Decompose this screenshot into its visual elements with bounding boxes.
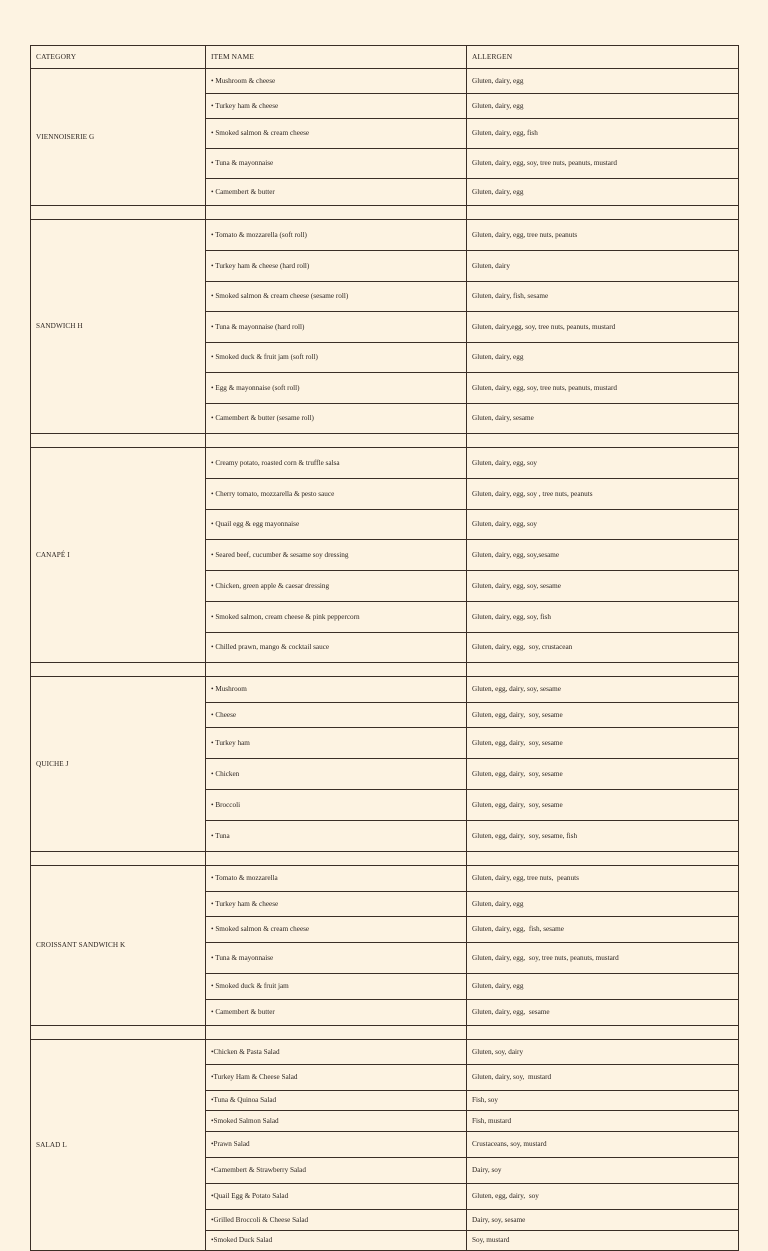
- allergen-cell: Gluten, dairy, egg, soy: [467, 510, 739, 540]
- section-spacer-cell: [31, 852, 206, 866]
- section-spacer-cell: [467, 663, 739, 677]
- item-name-cell: •Quail Egg & Potato Salad: [206, 1184, 467, 1210]
- item-name-cell: • Smoked salmon, cream cheese & pink peppercorn: [206, 602, 467, 633]
- item-name-cell: • Mushroom & cheese: [206, 69, 467, 94]
- section-spacer-cell: [467, 852, 739, 866]
- item-name-cell: •Smoked Salmon Salad: [206, 1111, 467, 1132]
- item-name-cell: • Tuna & mayonnaise (hard roll): [206, 312, 467, 343]
- allergen-cell: Gluten, dairy, fish, sesame: [467, 282, 739, 312]
- section-spacer-cell: [467, 206, 739, 220]
- section-spacer-row: [31, 434, 739, 448]
- section-spacer-row: [31, 663, 739, 677]
- table-row: [31, 866, 739, 892]
- item-name-cell: • Chicken: [206, 759, 467, 790]
- category-cell: QUICHE J: [31, 677, 206, 852]
- table-header-row: [31, 46, 739, 69]
- item-name-cell: • Smoked duck & fruit jam: [206, 974, 467, 1000]
- item-name-cell: • Mushroom: [206, 677, 467, 703]
- item-name-cell: • Creamy potato, roasted corn & truffle salsa: [206, 448, 467, 479]
- allergen-cell: Gluten, egg, dairy, soy, sesame: [467, 790, 739, 821]
- section-spacer-cell: [31, 1026, 206, 1040]
- allergen-cell: Gluten, dairy, egg: [467, 974, 739, 1000]
- section-spacer-row: [31, 852, 739, 866]
- item-name-cell: • Chicken, green apple & caesar dressing: [206, 571, 467, 602]
- allergen-cell: Gluten, dairy, egg, sesame: [467, 1000, 739, 1026]
- item-name-cell: • Turkey ham: [206, 728, 467, 759]
- allergen-cell: Gluten, egg, dairy, soy, sesame: [467, 728, 739, 759]
- item-name-cell: • Tuna: [206, 821, 467, 852]
- item-name-cell: • Smoked salmon & cream cheese: [206, 917, 467, 943]
- allergen-cell: Gluten, dairy, egg: [467, 179, 739, 206]
- allergen-cell: Gluten, dairy, egg, tree nuts, peanuts: [467, 220, 739, 251]
- item-name-cell: • Tuna & mayonnaise: [206, 149, 467, 179]
- category-cell: SANDWICH H: [31, 220, 206, 434]
- allergen-table: [30, 45, 739, 1251]
- allergen-cell: Gluten, dairy, egg: [467, 343, 739, 373]
- section-spacer-cell: [31, 434, 206, 448]
- category-cell: CROISSANT SANDWICH K: [31, 866, 206, 1026]
- category-cell: CANAPÉ I: [31, 448, 206, 663]
- allergen-cell: Gluten, dairy: [467, 251, 739, 282]
- column-header-category: CATEGORY: [31, 46, 206, 69]
- allergen-cell: Gluten, dairy, egg, soy, tree nuts, peanuts, mustard: [467, 943, 739, 974]
- item-name-cell: • Chilled prawn, mango & cocktail sauce: [206, 633, 467, 663]
- allergen-cell: Dairy, soy, sesame: [467, 1210, 739, 1231]
- item-name-cell: •Prawn Salad: [206, 1132, 467, 1158]
- item-name-cell: •Turkey Ham & Cheese Salad: [206, 1065, 467, 1091]
- section-spacer-cell: [206, 434, 467, 448]
- table-row: [31, 448, 739, 479]
- allergen-cell: Gluten, dairy, egg, soy, sesame: [467, 571, 739, 602]
- item-name-cell: • Tuna & mayonnaise: [206, 943, 467, 974]
- item-name-cell: • Egg & mayonnaise (soft roll): [206, 373, 467, 404]
- allergen-cell: Gluten, egg, dairy, soy: [467, 1184, 739, 1210]
- item-name-cell: • Quail egg & egg mayonnaise: [206, 510, 467, 540]
- allergen-cell: Gluten, dairy, egg, fish, sesame: [467, 917, 739, 943]
- item-name-cell: • Smoked duck & fruit jam (soft roll): [206, 343, 467, 373]
- column-header-item-name: ITEM NAME: [206, 46, 467, 69]
- item-name-cell: • Smoked salmon & cream cheese (sesame roll): [206, 282, 467, 312]
- allergen-cell: Gluten, egg, dairy, soy, sesame: [467, 677, 739, 703]
- table-row: [31, 677, 739, 703]
- allergen-cell: Soy, mustard: [467, 1231, 739, 1251]
- section-spacer-cell: [467, 434, 739, 448]
- allergen-cell: Gluten, egg, dairy, soy, sesame: [467, 703, 739, 728]
- item-name-cell: • Seared beef, cucumber & sesame soy dressing: [206, 540, 467, 571]
- allergen-cell: Gluten, dairy, egg, tree nuts, peanuts: [467, 866, 739, 892]
- table-row: [31, 220, 739, 251]
- allergen-cell: Gluten, egg, dairy, soy, sesame, fish: [467, 821, 739, 852]
- section-spacer-cell: [31, 663, 206, 677]
- allergen-cell: Gluten, dairy, egg, soy, tree nuts, peanuts, mustard: [467, 149, 739, 179]
- section-spacer-cell: [467, 1026, 739, 1040]
- item-name-cell: •Grilled Broccoli & Cheese Salad: [206, 1210, 467, 1231]
- allergen-cell: Gluten, dairy, sesame: [467, 404, 739, 434]
- item-name-cell: • Cheese: [206, 703, 467, 728]
- allergen-cell: Gluten, dairy, soy, mustard: [467, 1065, 739, 1091]
- table-row: [31, 69, 739, 94]
- item-name-cell: •Chicken & Pasta Salad: [206, 1040, 467, 1065]
- item-name-cell: •Tuna & Quinoa Salad: [206, 1091, 467, 1111]
- allergen-cell: Gluten, dairy, egg, fish: [467, 119, 739, 149]
- allergen-cell: Gluten, dairy,egg, soy, tree nuts, peanuts, mustard: [467, 312, 739, 343]
- item-name-cell: • Camembert & butter (sesame roll): [206, 404, 467, 434]
- item-name-cell: • Camembert & butter: [206, 1000, 467, 1026]
- allergen-cell: Gluten, dairy, egg: [467, 892, 739, 917]
- allergen-cell: Gluten, dairy, egg, soy , tree nuts, peanuts: [467, 479, 739, 510]
- section-spacer-row: [31, 206, 739, 220]
- category-cell: VIENNOISERIE G: [31, 69, 206, 206]
- allergen-cell: Gluten, dairy, egg, soy, crustacean: [467, 633, 739, 663]
- item-name-cell: • Tomato & mozzarella: [206, 866, 467, 892]
- item-name-cell: • Camembert & butter: [206, 179, 467, 206]
- allergen-cell: Gluten, dairy, egg: [467, 94, 739, 119]
- section-spacer-cell: [206, 852, 467, 866]
- allergen-cell: Gluten, dairy, egg, soy,sesame: [467, 540, 739, 571]
- allergen-cell: Gluten, egg, dairy, soy, sesame: [467, 759, 739, 790]
- allergen-cell: Crustaceans, soy, mustard: [467, 1132, 739, 1158]
- item-name-cell: • Tomato & mozzarella (soft roll): [206, 220, 467, 251]
- table-body: [31, 69, 739, 1251]
- allergen-cell: Fish, soy: [467, 1091, 739, 1111]
- allergen-cell: Gluten, dairy, egg: [467, 69, 739, 94]
- table-header: [31, 46, 739, 69]
- item-name-cell: •Camembert & Strawberry Salad: [206, 1158, 467, 1184]
- section-spacer-cell: [31, 206, 206, 220]
- section-spacer-cell: [206, 663, 467, 677]
- allergen-cell: Dairy, soy: [467, 1158, 739, 1184]
- section-spacer-cell: [206, 1026, 467, 1040]
- item-name-cell: • Smoked salmon & cream cheese: [206, 119, 467, 149]
- item-name-cell: • Broccoli: [206, 790, 467, 821]
- allergen-cell: Gluten, dairy, egg, soy: [467, 448, 739, 479]
- allergen-cell: Gluten, dairy, egg, soy, tree nuts, peanuts, mustard: [467, 373, 739, 404]
- item-name-cell: • Turkey ham & cheese: [206, 94, 467, 119]
- allergen-cell: Fish, mustard: [467, 1111, 739, 1132]
- item-name-cell: •Smoked Duck Salad: [206, 1231, 467, 1251]
- allergen-cell: Gluten, dairy, egg, soy, fish: [467, 602, 739, 633]
- category-cell: SALAD L: [31, 1040, 206, 1251]
- item-name-cell: • Turkey ham & cheese (hard roll): [206, 251, 467, 282]
- section-spacer-cell: [206, 206, 467, 220]
- item-name-cell: • Turkey ham & cheese: [206, 892, 467, 917]
- table-row: [31, 1040, 739, 1065]
- allergen-cell: Gluten, soy, dairy: [467, 1040, 739, 1065]
- section-spacer-row: [31, 1026, 739, 1040]
- item-name-cell: • Cherry tomato, mozzarella & pesto sauce: [206, 479, 467, 510]
- column-header-allergen: ALLERGEN: [467, 46, 739, 69]
